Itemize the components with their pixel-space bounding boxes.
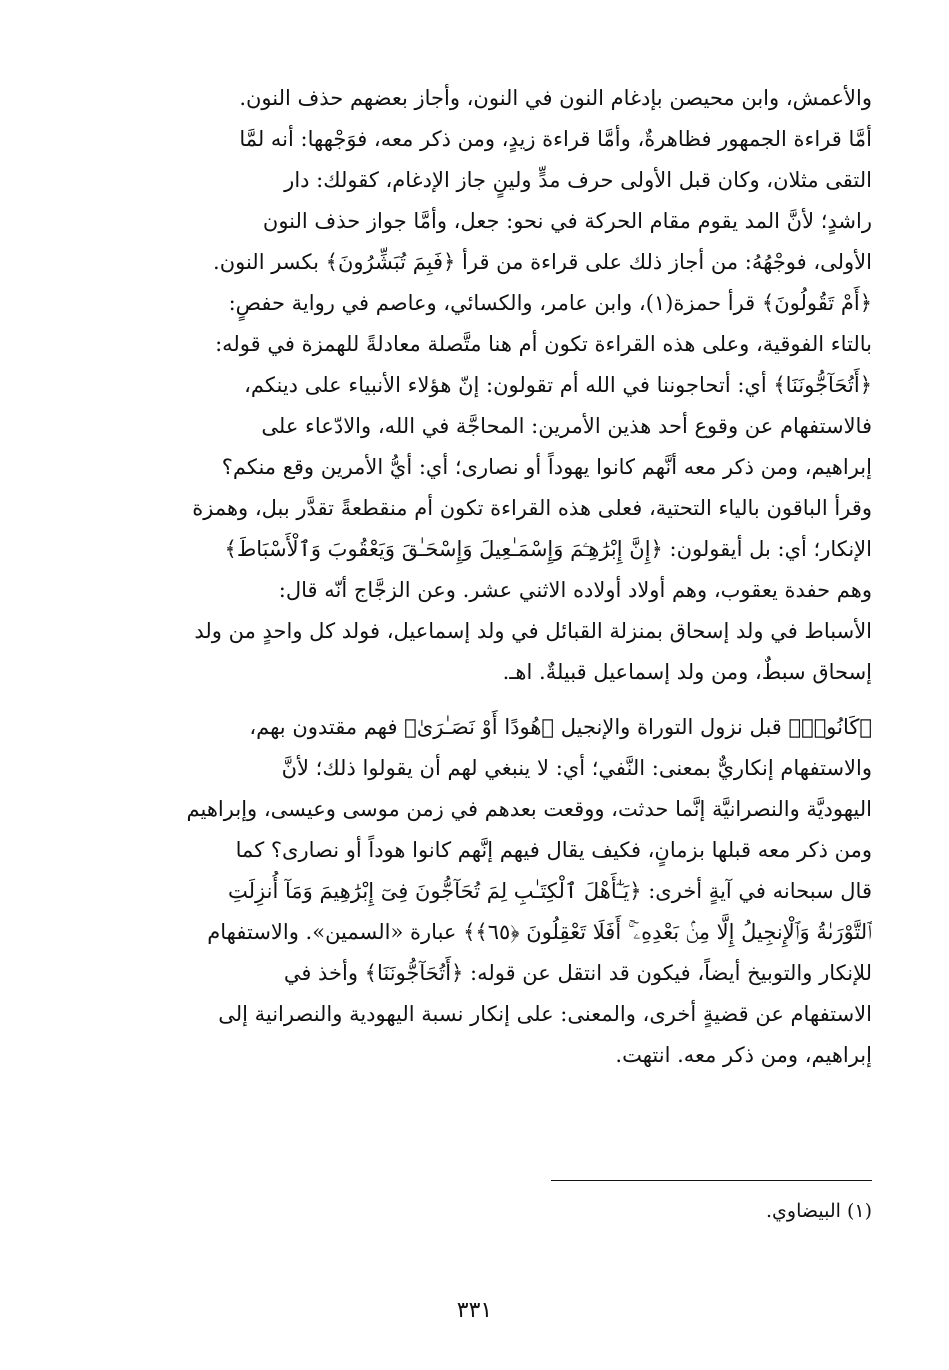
text-line: وهم حفدة يعقوب، وهم أولاد أولاده الاثني عشر. وعن الزجَّاج أنّه قال:: [278, 578, 872, 602]
footnote: (١) البيضاوي.: [766, 1200, 872, 1222]
text-line: ﴿أَتُحَآجُّونَنَا﴾ أي: أتحاجوننا في الله أم تقولون: إنّ هؤلاء الأنبياء على دينكم،: [244, 373, 872, 397]
text-line: بالتاء الفوقية، وعلى هذه القراءة تكون أم هنا متَّصلة معادلةً للهمزة في قوله:: [215, 332, 872, 356]
text-line: اليهوديَّة والنصرانيَّة إنَّما حدثت، ووقعت بعدهم في زمن موسى وعيسى، وإبراهيم: [186, 797, 872, 821]
text-line: الأسباط في ولد إسحاق بمنزلة القبائل في ولد إسماعيل، فولد كل واحدٍ من ولد: [194, 619, 872, 643]
text-line: إبراهيم، ومن ذكر معه. انتهت.: [615, 1043, 872, 1067]
text-line: أمَّا قراءة الجمهور فظاهرةٌ، وأمَّا قراءة زيدٍ، ومن ذكر معه، فوَجْهها: أنه لمَّا: [239, 127, 872, 151]
text-line: الإنكار؛ أي: بل أيقولون: ﴿إِنَّ إِبْرَٰهِـۧمَ وَإِسْمَـٰعِيلَ وَإِسْحَـٰقَ وَيَعْقُوبَ وَٱلْأَسْبَاطَ﴾: [224, 537, 872, 561]
text-line: والاستفهام إنكاريٌّ بمعنى: النَّفي؛ أي: لا ينبغي لهم أن يقولوا ذلك؛ لأنَّ: [281, 756, 872, 780]
text-line: إسحاق سبطٌ، ومن ولد إسماعيل قبيلةٌ. اهـ.: [502, 660, 872, 684]
text-line: قال سبحانه في آيةٍ أخرى: ﴿يَـٰٓأَهْلَ ٱلْكِتَـٰبِ لِمَ تُحَآجُّونَ فِىٓ إِبْرَٰهِيمَ وَمَآ أُنزِلَتِ: [228, 879, 872, 903]
text-line: الاستفهام عن قضيةٍ أخرى، والمعنى: على إنكار نسبة اليهودية والنصرانية إلى: [218, 1002, 872, 1026]
text-line: إبراهيم، ومن ذكر معه أنَّهم كانوا يهوداً أو نصارى؛ أي: أيُّ الأمرين وقع منكم؟: [221, 455, 872, 479]
paragraph-2: [100, 707, 872, 1076]
text-line: راشدٍ؛ لأنَّ المد يقوم مقام الحركة في نحو: جعل، وأمَّا جواز حذف النون: [262, 209, 872, 233]
footnote-divider: [551, 1180, 872, 1181]
page-number: ٣٣١: [456, 1298, 493, 1323]
text-line: ﴿كَانُوا۟﴾ قبل نزول التوراة والإنجيل ﴿هُودًا أَوْ نَصَـٰرَىٰ﴾ فهم مقتدون بهم،: [249, 715, 872, 739]
text-line: ٱلتَّوْرَىٰةُ وَٱلْإِنجِيلُ إِلَّا مِنۢ بَعْدِهِۦٓ ۚ أَفَلَا تَعْقِلُونَ ﴿٦٥﴾﴾ عبارة «السمين». والاستفهام: [207, 920, 872, 944]
text-line: الأولى، فوجْهُهُ: من أجاز ذلك على قراءة من قرأ ﴿فَبِمَ تُبَشِّرُونَ﴾ بكسر النون.: [213, 250, 872, 274]
text-line: ومن ذكر معه قبلها بزمانٍ، فكيف يقال فيهم إنَّهم كانوا هوداً أو نصارى؟ كما: [235, 838, 872, 862]
page-body: [100, 78, 872, 1076]
text-line: وقرأ الباقون بالياء التحتية، فعلى هذه القراءة تكون أم منقطعةً تقدَّر ببل، وهمزة: [192, 496, 872, 520]
text-line: للإنكار والتوبيخ أيضاً، فيكون قد انتقل عن قوله: ﴿أَتُحَآجُّونَنَا﴾ وأخذ في: [283, 961, 872, 985]
text-line: التقى مثلان، وكان قبل الأولى حرف مدٍّ ولينٍ جاز الإدغام، كقولك: دار: [284, 168, 872, 192]
text-line: ﴿أَمْ تَقُولُونَ﴾ قرأ حمزة(١)، وابن عامر، والكسائي، وعاصم في رواية حفصٍ:: [228, 291, 872, 315]
text-line: والأعمش، وابن محيصن بإدغام النون في النون، وأجاز بعضهم حذف النون.: [239, 86, 872, 110]
text-line: فالاستفهام عن وقوع أحد هذين الأمرين: المحاجَّة في الله، والادّعاء على: [261, 414, 872, 438]
paragraph-1: [100, 78, 872, 693]
